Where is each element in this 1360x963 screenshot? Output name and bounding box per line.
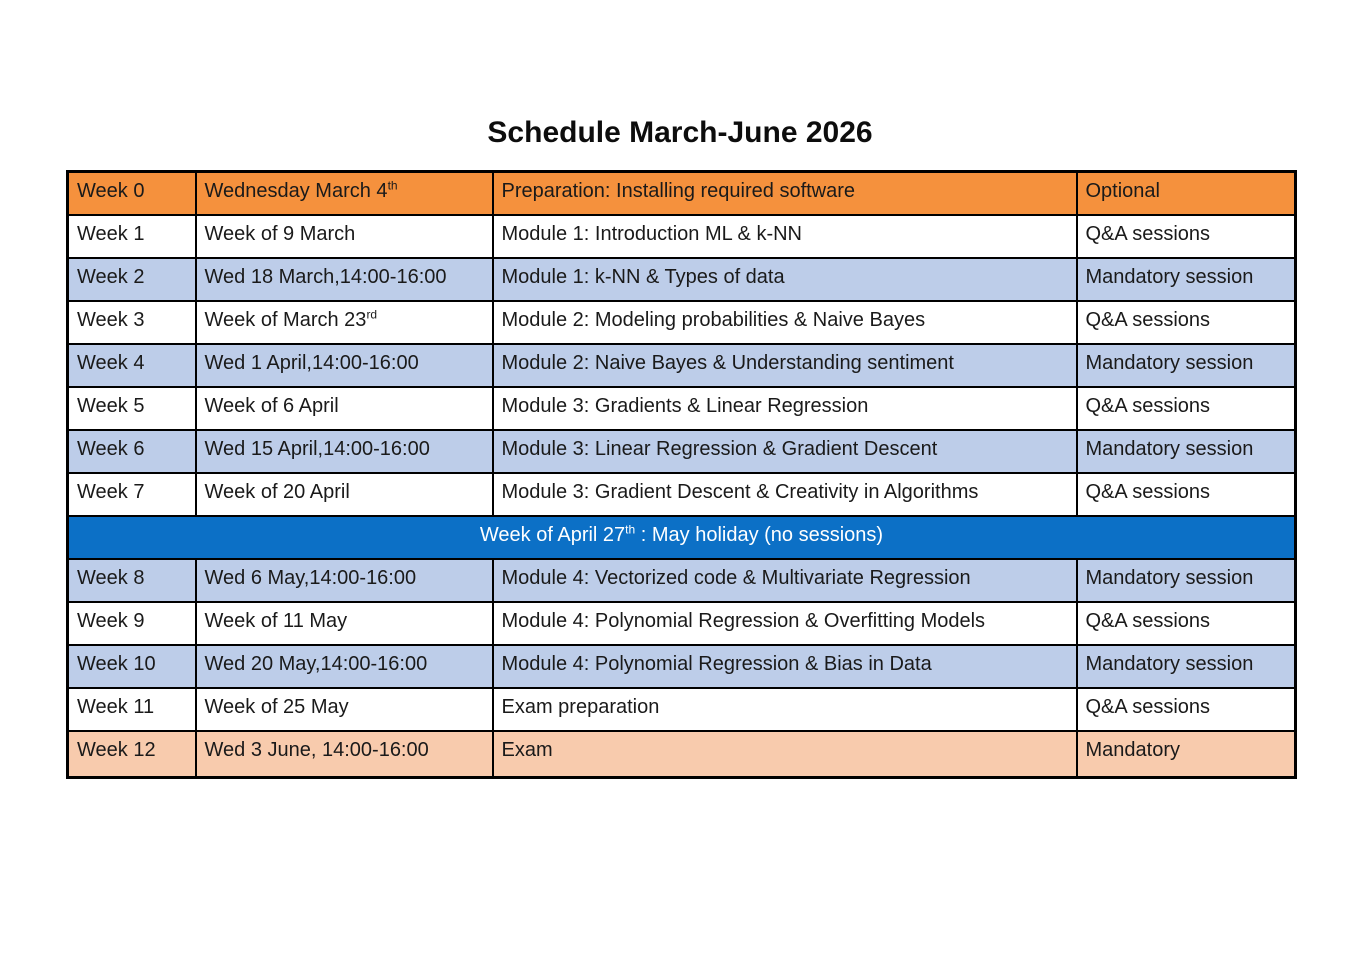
- session-cell: [1077, 645, 1296, 688]
- table-row: [68, 688, 1296, 731]
- date-cell-text: Wednesday March 4: [204, 180, 388, 202]
- session-cell: [1077, 301, 1296, 344]
- topic-cell-text: Exam: [501, 738, 553, 761]
- date-cell-text: Wed 3 June, 14:00-16:00: [204, 738, 429, 761]
- topic-cell-text: Exam preparation: [501, 695, 660, 718]
- session-cell-text: Mandatory session: [1085, 566, 1254, 589]
- table-row: [68, 602, 1296, 645]
- date-cell: [196, 559, 493, 602]
- week-cell-text: Week 2: [77, 265, 145, 288]
- date-cell: [196, 473, 493, 516]
- date-cell: [196, 645, 493, 688]
- topic-cell: [493, 215, 1077, 258]
- session-cell-text: Q&A sessions: [1085, 609, 1211, 632]
- table-row: [68, 301, 1296, 344]
- date-cell: [196, 430, 493, 473]
- topic-cell-text: Module 2: Naive Bayes & Understanding sentiment: [501, 351, 954, 374]
- table-row: [68, 731, 1296, 778]
- date-cell-text: Week of 6 April: [204, 394, 339, 417]
- date-cell-text: Wed 1 April,14:00-16:00: [204, 351, 419, 374]
- date-cell-text: Week of 11 May: [204, 609, 348, 632]
- topic-cell-text: Module 3: Gradients & Linear Regression: [501, 394, 869, 417]
- date-cell-text: Week of 25 May: [204, 695, 349, 718]
- date-cell: [196, 387, 493, 430]
- session-cell: [1077, 172, 1296, 215]
- table-row: [68, 387, 1296, 430]
- topic-cell-text: Module 4: Polynomial Regression & Bias in Data: [501, 652, 932, 675]
- date-cell: [196, 688, 493, 731]
- week-cell: [68, 301, 196, 344]
- holiday-banner: [68, 516, 1296, 559]
- topic-cell: [493, 344, 1077, 387]
- table-row: [68, 344, 1296, 387]
- date-cell-text: Wed 18 March,14:00-16:00: [204, 265, 447, 288]
- page-title: Schedule March-June 2026: [487, 116, 873, 149]
- topic-cell: [493, 387, 1077, 430]
- session-cell: [1077, 559, 1296, 602]
- topic-cell: [493, 688, 1077, 731]
- week-cell-text: Week 0: [77, 180, 145, 202]
- date-cell: [196, 215, 493, 258]
- topic-cell: [493, 301, 1077, 344]
- topic-cell-text: Module 1: k-NN & Types of data: [501, 265, 785, 288]
- table-row: [68, 172, 1296, 215]
- table-row: [68, 258, 1296, 301]
- session-cell-text: Q&A sessions: [1085, 695, 1211, 718]
- topic-cell: [493, 645, 1077, 688]
- holiday-text: Week of April 27: [479, 523, 626, 546]
- topic-cell: [493, 258, 1077, 301]
- week-cell-text: Week 3: [77, 308, 145, 331]
- date-cell-text: Wed 15 April,14:00-16:00: [204, 437, 430, 460]
- week-cell: [68, 602, 196, 645]
- session-cell: [1077, 602, 1296, 645]
- topic-cell-text: Module 1: Introduction ML & k-NN: [501, 222, 802, 245]
- topic-cell-text: Module 3: Gradient Descent & Creativity in Algorithms: [501, 480, 979, 503]
- date-cell-text: Wed 20 May,14:00-16:00: [204, 652, 428, 675]
- week-cell-text: Week 11: [77, 695, 155, 718]
- holiday-text-superscript: th: [625, 521, 636, 536]
- table-row: [68, 215, 1296, 258]
- session-cell: [1077, 258, 1296, 301]
- topic-cell-text: Module 2: Modeling probabilities & Naive Bayes: [501, 308, 926, 331]
- week-cell: [68, 215, 196, 258]
- date-cell-text: Week of 9 March: [204, 222, 356, 245]
- topic-cell: [493, 559, 1077, 602]
- date-cell: [196, 301, 493, 344]
- session-cell-text: Q&A sessions: [1085, 308, 1211, 331]
- date-cell: [196, 344, 493, 387]
- table-row: [68, 473, 1296, 516]
- session-cell: [1077, 473, 1296, 516]
- session-cell: [1077, 215, 1296, 258]
- week-cell-text: Week 4: [77, 351, 145, 374]
- session-cell-text: Optional: [1085, 180, 1160, 202]
- week-cell: [68, 344, 196, 387]
- week-cell-text: Week 9: [77, 609, 145, 632]
- topic-cell: [493, 172, 1077, 215]
- week-cell: [68, 645, 196, 688]
- week-cell-text: Week 10: [77, 652, 156, 675]
- topic-cell: [493, 430, 1077, 473]
- week-cell-text: Week 12: [77, 738, 156, 761]
- topic-cell-text: Preparation: Installing required software: [501, 180, 856, 202]
- session-cell: [1077, 344, 1296, 387]
- date-cell: [196, 731, 493, 778]
- topic-cell: [493, 602, 1077, 645]
- topic-cell-text: Module 4: Polynomial Regression & Overfitting Models: [501, 609, 986, 632]
- week-cell: [68, 688, 196, 731]
- session-cell-text: Mandatory session: [1085, 652, 1254, 675]
- session-cell-text: Mandatory: [1085, 738, 1180, 761]
- session-cell-text: Q&A sessions: [1085, 480, 1211, 503]
- session-cell: [1077, 387, 1296, 430]
- week-cell-text: Week 1: [77, 222, 145, 245]
- topic-cell-text: Module 4: Vectorized code & Multivariate Regression: [501, 566, 971, 589]
- holiday-row: [68, 516, 1296, 559]
- date-cell-text: Week of 20 April: [204, 480, 350, 503]
- session-cell: [1077, 430, 1296, 473]
- week-cell: [68, 559, 196, 602]
- week-cell: [68, 387, 196, 430]
- topic-cell: [493, 731, 1077, 778]
- table-row: [68, 645, 1296, 688]
- date-cell-text: Wed 6 May,14:00-16:00: [204, 566, 417, 589]
- session-cell-text: Q&A sessions: [1085, 222, 1211, 245]
- schedule-table-body: [68, 172, 1296, 778]
- week-cell: [68, 473, 196, 516]
- week-cell-text: Week 7: [77, 480, 145, 503]
- holiday-text-rest: : May holiday (no sessions): [635, 523, 884, 546]
- topic-cell-text: Module 3: Linear Regression & Gradient Descent: [501, 437, 938, 460]
- session-cell-text: Mandatory session: [1085, 265, 1254, 288]
- date-cell: [196, 258, 493, 301]
- schedule-table: [66, 170, 1297, 779]
- date-cell-text: Week of March 23: [204, 308, 367, 331]
- table-row: [68, 430, 1296, 473]
- session-cell-text: Mandatory session: [1085, 437, 1254, 460]
- week-cell: [68, 430, 196, 473]
- date-superscript: rd: [366, 306, 378, 321]
- week-cell: [68, 258, 196, 301]
- date-cell: [196, 602, 493, 645]
- session-cell: [1077, 688, 1296, 731]
- week-cell-text: Week 6: [77, 437, 145, 460]
- week-cell-text: Week 8: [77, 566, 145, 589]
- date-cell: [196, 172, 493, 215]
- table-row: [68, 559, 1296, 602]
- session-cell-text: Q&A sessions: [1085, 394, 1211, 417]
- session-cell: [1077, 731, 1296, 778]
- topic-cell: [493, 473, 1077, 516]
- date-superscript: th: [387, 178, 398, 193]
- week-cell-text: Week 5: [77, 394, 145, 417]
- week-cell: [68, 172, 196, 215]
- week-cell: [68, 731, 196, 778]
- session-cell-text: Mandatory session: [1085, 351, 1254, 374]
